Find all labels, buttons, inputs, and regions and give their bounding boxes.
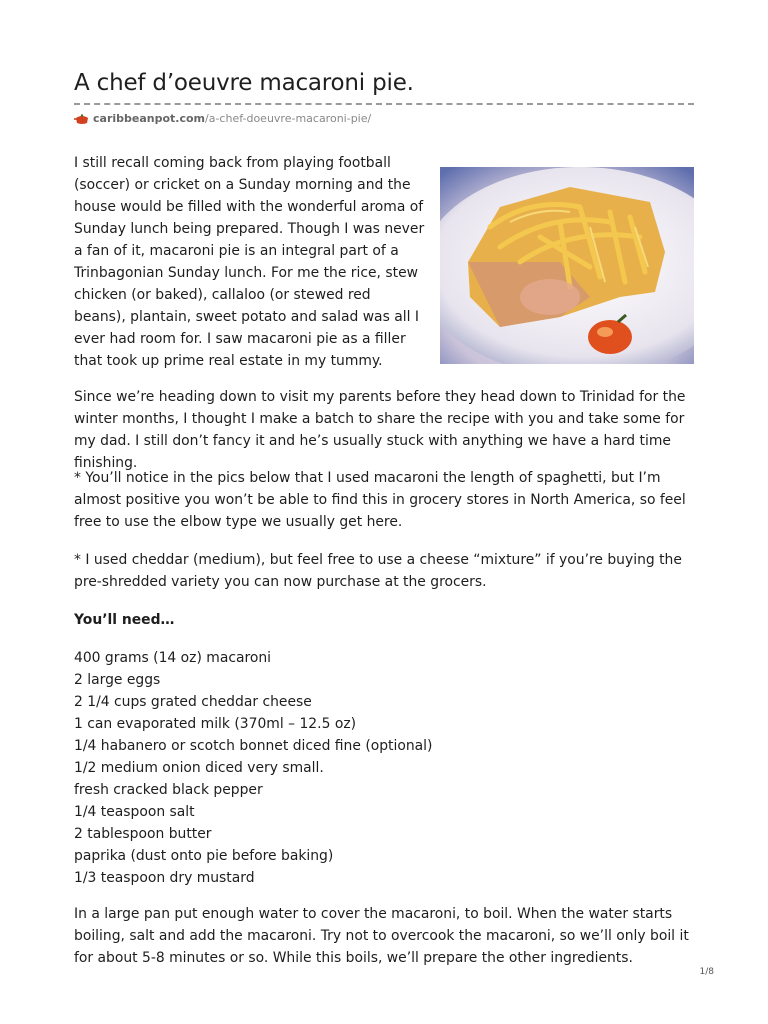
paragraph-visit: Since we’re heading down to visit my parents before they head down to Trinidad for the winter months, I thought I make a batch to share the recipe with you and take some for my dad. I still don’t fancy it and he’s usually stuck with anything we have a hard time finishing. [74,389,686,471]
list-item: 1/4 habanero or scotch bonnet diced fine (optional) [74,738,433,754]
list-item: paprika (dust onto pie before baking) [74,848,334,864]
list-item: 1 can evaporated milk (370ml – 12.5 oz) [74,716,357,732]
article-title: A chef d’oeuvre macaroni pie. [74,70,414,96]
list-item: 1/2 medium onion diced very small. [74,760,324,776]
pot-icon [74,113,90,125]
method-paragraph: In a large pan put enough water to cover the macaroni, to boil. When the water starts boiling, salt and add the macaroni. Try not to overcook the macaroni, so we’ll only boil it for about 5-8 minutes or so. While this boils, we’ll prepare the other ingredients. [74,906,689,966]
list-item: 400 grams (14 oz) macaroni [74,650,272,666]
macaroni-pie-photo [440,167,694,364]
source-path[interactable]: /a-chef-doeuvre-macaroni-pie/ [205,112,372,125]
source-domain[interactable]: caribbeanpot.com [93,112,206,125]
ingredients-heading: You’ll need… [74,612,175,628]
note-macaroni-length: * You’ll notice in the pics below that I used macaroni the length of spaghetti, but I’m almost positive you won’t be able to find this in grocery stores in North America, so feel free to use the elbow type we usually get here. [74,470,686,530]
list-item: 2 large eggs [74,672,161,688]
note-cheddar: * I used cheddar (medium), but feel free to use a cheese “mixture” if you’re buying the pre-shredded variety you can now purchase at the grocers. [74,552,682,590]
list-item: fresh cracked black pepper [74,782,263,798]
page-number: 1/8 [699,967,714,977]
list-item: 1/4 teaspoon salt [74,804,195,820]
title-divider [74,103,694,105]
list-item: 2 tablespoon butter [74,826,212,842]
source-link[interactable] [74,112,371,125]
list-item: 1/3 teaspoon dry mustard [74,870,255,886]
ingredients-list [74,647,694,889]
list-item: 2 1/4 cups grated cheddar cheese [74,694,312,710]
intro-paragraph: I still recall coming back from playing football (soccer) or cricket on a Sunday morning and the house would be filled with the wonderful aroma of Sunday lunch being prepared. Though I was never a fan of it, macaroni pie is an integral part of a Trinbagonian Sunday lunch. For me the rice, stew chicken (or baked), callaloo (or stewed red beans), plantain, sweet potato and salad was all I ever had room for. I saw macaroni pie as a filler that took up prime real estate in my tummy. [74,155,425,369]
